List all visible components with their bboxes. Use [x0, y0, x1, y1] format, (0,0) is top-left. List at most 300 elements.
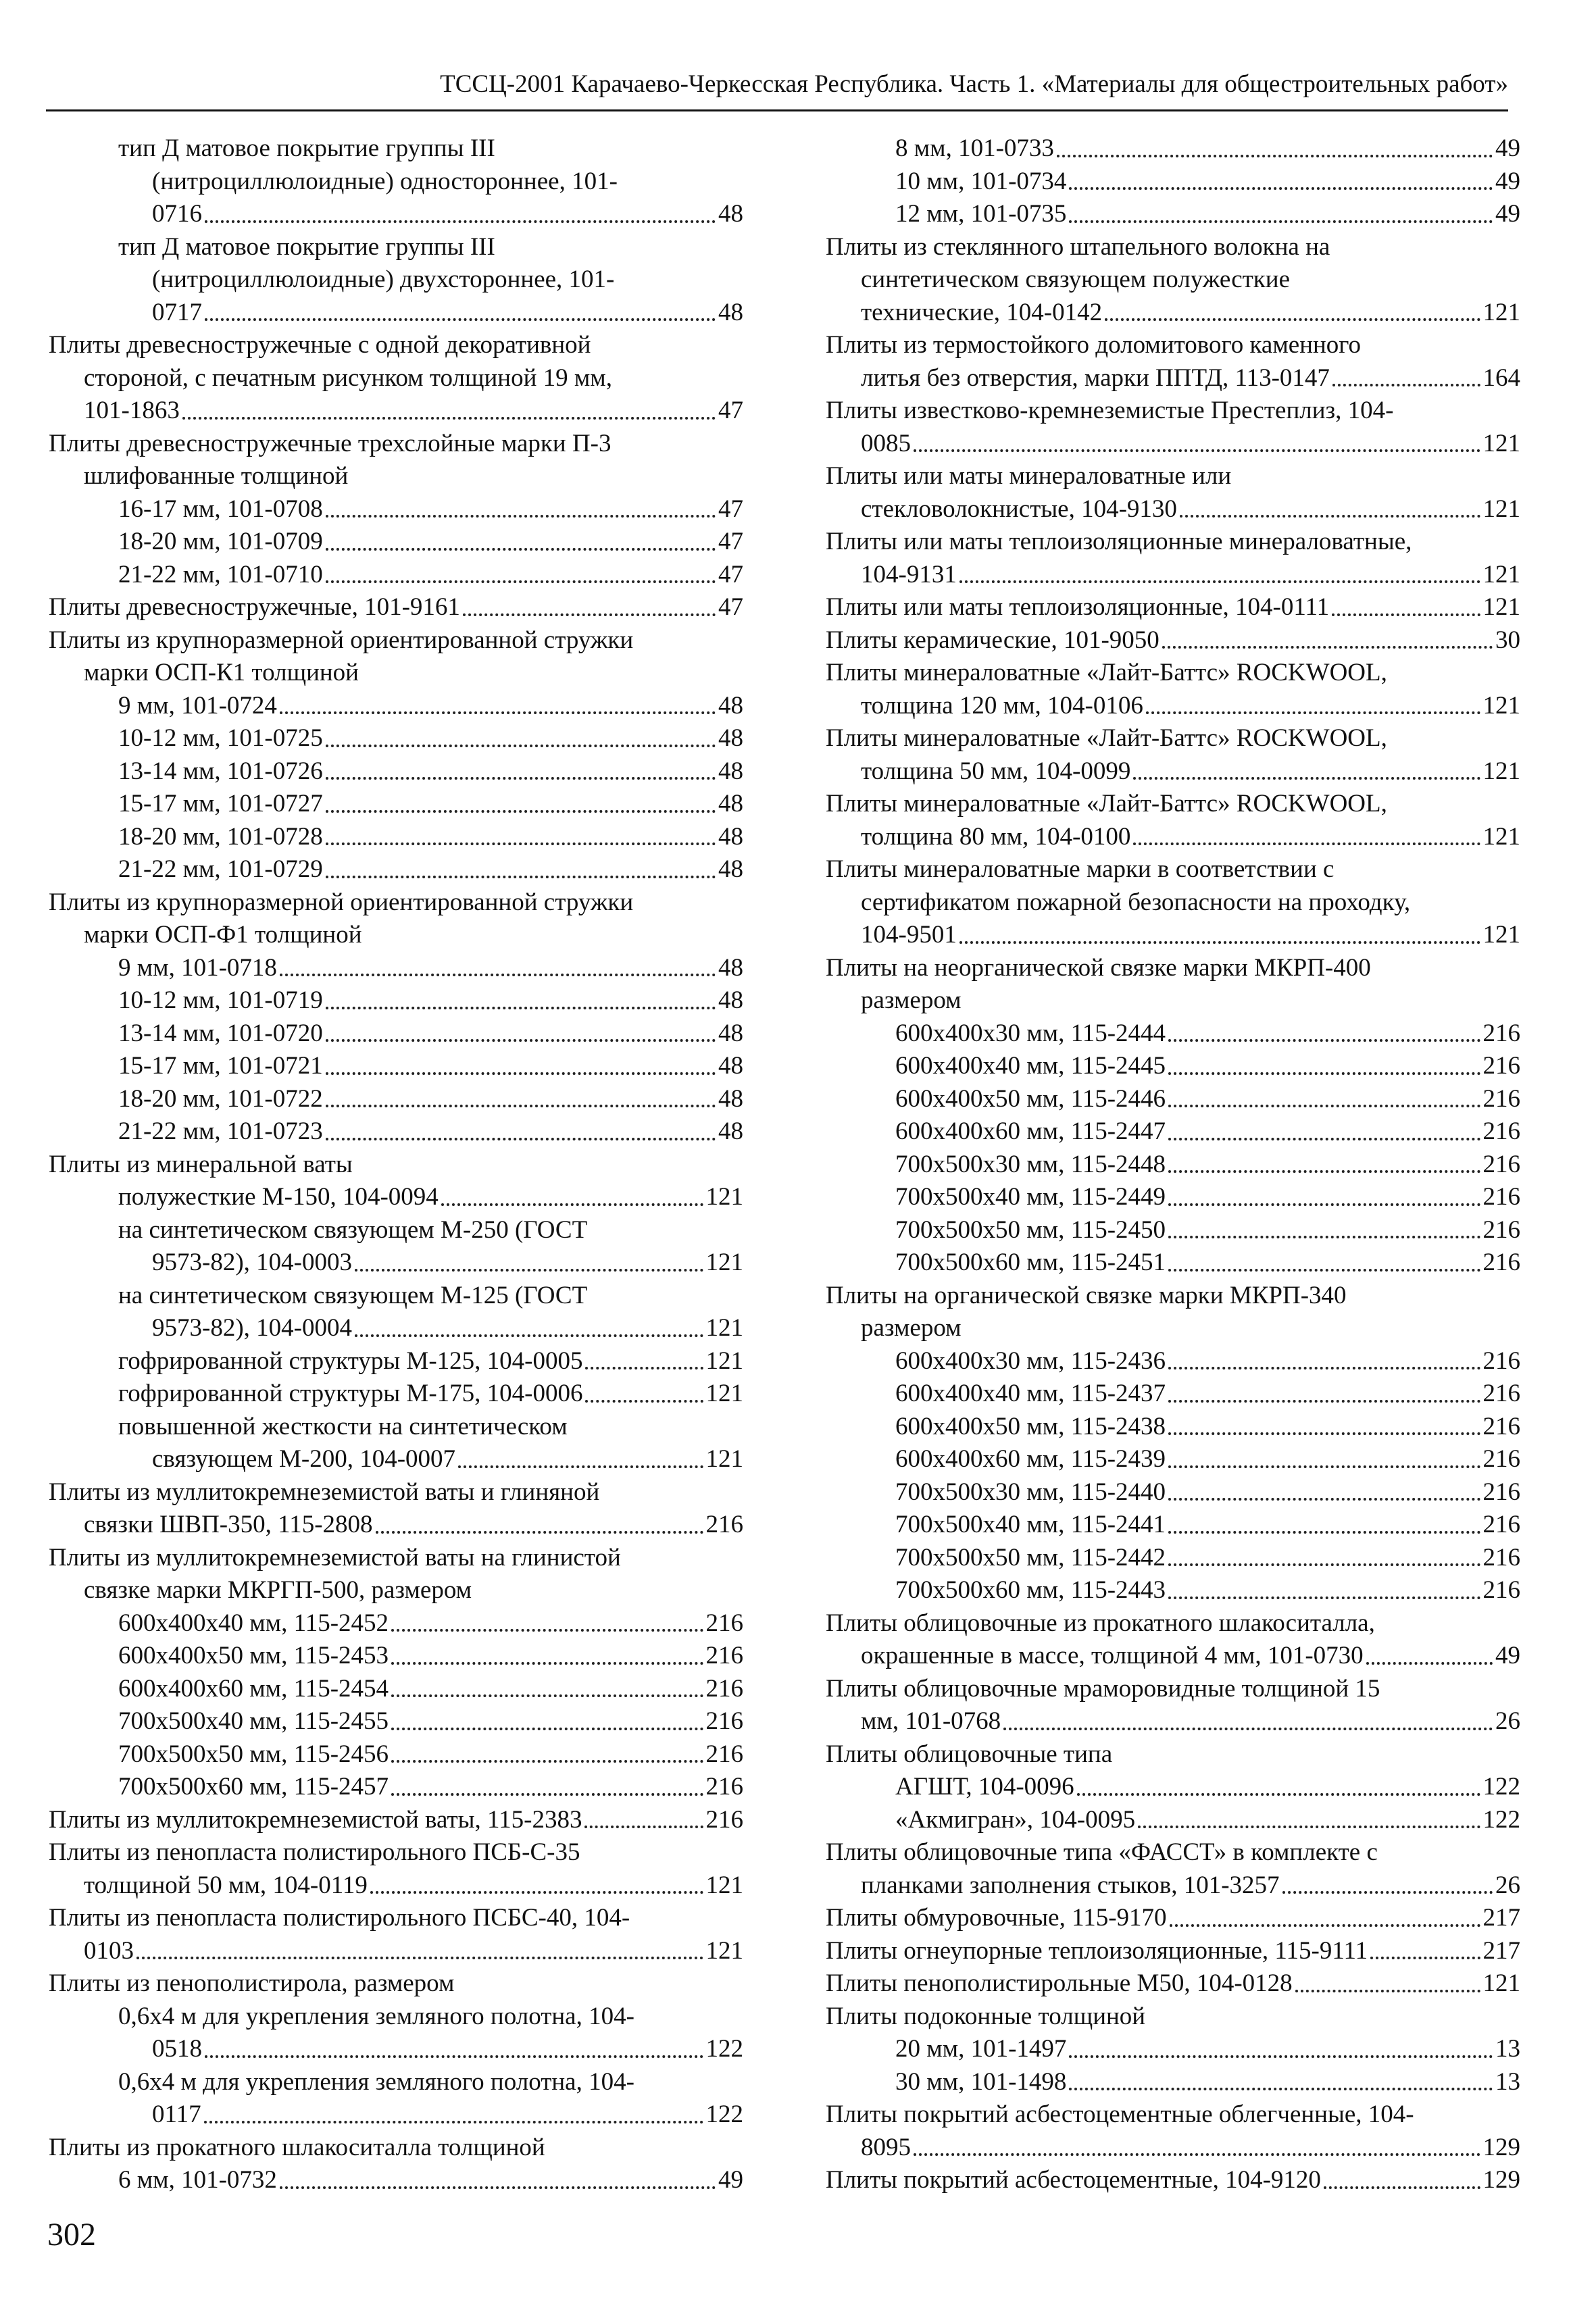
index-entry	[826, 1640, 1520, 1673]
index-entry-page: 216	[1482, 1511, 1520, 1538]
index-entry-page: 121	[705, 1871, 743, 1899]
dot-leader	[1133, 777, 1480, 780]
index-entry-page: 49	[1495, 200, 1520, 228]
index-entry-text: 9573-82), 104-0004	[152, 1314, 352, 1342]
index-entry	[826, 919, 1520, 952]
index-entry-text: тип Д матовое покрытие группы III	[118, 134, 495, 162]
dot-leader	[1069, 2088, 1493, 2090]
index-entry	[826, 2164, 1520, 2197]
index-entry	[49, 1771, 743, 1804]
index-entry	[49, 2132, 743, 2165]
index-entry-page: 48	[718, 1052, 743, 1080]
index-entry-text: толщина 50 мм, 104-0099	[861, 757, 1131, 785]
index-entry-text: на синтетическом связующем М-125 (ГОСТ	[118, 1281, 588, 1309]
index-entry-text: Плиты огнеупорные теплоизоляционные, 115-9111	[826, 1936, 1368, 1965]
index-entry-text: 10 мм, 101-0734	[895, 167, 1067, 195]
index-entry-text: 0103	[84, 1936, 134, 1965]
index-entry	[49, 657, 743, 690]
index-entry-text: Плиты из муллитокремнеземистой ваты, 115-2383	[49, 1805, 582, 1834]
index-entry	[826, 1247, 1520, 1280]
index-entry	[49, 1476, 743, 1509]
index-entry-text: Плиты из муллитокремнеземистой ваты на глинистой	[49, 1543, 621, 1571]
index-entry-page: 48	[718, 1084, 743, 1113]
index-entry-page: 122	[705, 2101, 743, 2128]
index-entry-page: 49	[1495, 134, 1520, 162]
dot-leader	[1138, 1826, 1480, 1828]
index-entry-text: Плиты облицовочные типа	[826, 1740, 1113, 1768]
index-entry	[49, 1050, 743, 1083]
index-entry-page: 216	[1482, 1249, 1520, 1276]
index-entry	[49, 919, 743, 952]
index-entry	[49, 166, 743, 199]
index-entry	[49, 1378, 743, 1411]
index-entry	[826, 166, 1520, 199]
index-entry-text: Плиты из пенопласта полистирольного ПСБ-С-35	[49, 1838, 580, 1866]
index-entry-text: мм, 101-0768	[861, 1707, 1001, 1735]
index-entry	[826, 1181, 1520, 1214]
index-entry-text: планками заполнения стыков, 101-3257	[861, 1871, 1280, 1899]
index-entry-page: 216	[705, 1642, 743, 1669]
index-entry	[826, 297, 1520, 330]
dot-leader	[1168, 1563, 1480, 1566]
index-entry-text: Плиты древесностружечные, 101-9161	[49, 593, 460, 621]
index-entry	[49, 2001, 743, 2034]
index-entry	[826, 1017, 1520, 1051]
index-entry	[826, 362, 1520, 395]
dot-leader	[1168, 1105, 1480, 1107]
index-entry-page: 216	[1482, 1150, 1520, 1178]
dot-leader	[1069, 2055, 1493, 2058]
index-entry-text: 0117	[152, 2101, 201, 2128]
index-entry-text: Плиты из пенопласта полистирольного ПСБС-40, 104-	[49, 1904, 630, 1932]
index-entry-page: 216	[705, 1773, 743, 1801]
index-entry-text: 700x500x40 мм, 115-2455	[118, 1707, 389, 1735]
index-entry	[826, 755, 1520, 788]
dot-leader	[1133, 842, 1480, 845]
index-entry-text: 8095	[861, 2133, 911, 2161]
dot-leader	[1003, 1728, 1493, 1730]
index-column-left	[49, 132, 743, 2197]
page-number: 302	[47, 2217, 96, 2253]
dot-leader	[441, 1203, 703, 1206]
dot-leader	[1168, 1072, 1480, 1075]
index-entry-page: 216	[705, 1609, 743, 1637]
index-entry	[826, 329, 1520, 362]
dot-leader	[326, 580, 716, 583]
index-entry	[826, 1411, 1520, 1444]
index-entry	[826, 722, 1520, 755]
index-entry-text: повышенной жесткости на синтетическом	[118, 1412, 568, 1440]
index-entry	[826, 1509, 1520, 1542]
index-entry	[826, 657, 1520, 690]
index-entry-page: 216	[705, 1511, 743, 1538]
index-entry-text: 10-12 мм, 101-0725	[118, 724, 323, 752]
index-entry-text: Плиты минераловатные «Лайт-Баттс» ROCKWOOL,	[826, 724, 1387, 752]
dot-leader	[1105, 318, 1480, 321]
index-entry-page: 48	[718, 724, 743, 752]
index-entry-text: 21-22 мм, 101-0723	[118, 1117, 323, 1145]
index-entry-page: 216	[1482, 1380, 1520, 1407]
dot-leader	[1168, 1269, 1480, 1272]
index-entry-page: 121	[1482, 1969, 1520, 1997]
index-entry-text: толщина 80 мм, 104-0100	[861, 822, 1131, 851]
index-entry-page: 216	[705, 1674, 743, 1703]
index-entry-text: гофрированной структуры М-125, 104-0005	[118, 1347, 583, 1375]
index-entry-text: марки ОСП-К1 толщиной	[84, 659, 359, 686]
dot-leader	[326, 1138, 716, 1140]
index-entry-text: Плиты минераловатные «Лайт-Баттс» ROCKWOOL,	[826, 659, 1387, 686]
dot-leader	[391, 1760, 703, 1763]
index-entry	[49, 788, 743, 821]
index-entry-text: технические, 104-0142	[861, 298, 1103, 326]
index-entry-text: на синтетическом связующем М-250 (ГОСТ	[118, 1215, 588, 1244]
index-entry	[826, 1771, 1520, 1804]
dot-leader	[205, 318, 716, 321]
index-entry-text: АГШТ, 104-0096	[895, 1773, 1074, 1801]
index-entry-text: Плиты на органической связке марки МКРП-340	[826, 1281, 1347, 1309]
index-entry	[49, 428, 743, 461]
index-entry-page: 216	[1482, 1478, 1520, 1506]
index-entry-text: стекловолокнистые, 104-9130	[861, 495, 1177, 523]
index-entry-page: 121	[705, 1380, 743, 1407]
dot-leader	[959, 580, 1480, 583]
dot-leader	[355, 1269, 703, 1272]
index-entry	[49, 1411, 743, 1444]
index-entry	[49, 1673, 743, 1706]
index-entry-page: 216	[705, 1707, 743, 1735]
index-entry-text: 18-20 мм, 101-0722	[118, 1084, 323, 1113]
index-entry-text: Плиты подоконные толщиной	[826, 2002, 1146, 2030]
index-entry-page: 121	[1482, 560, 1520, 588]
index-entry	[49, 1214, 743, 1247]
index-entry-text: связующем М-200, 104-0007	[152, 1445, 456, 1473]
index-entry-page: 121	[1482, 429, 1520, 457]
index-entry-text: Плиты или маты теплоизоляционные минераловатные,	[826, 528, 1412, 555]
index-entry-page: 48	[718, 986, 743, 1014]
index-entry-text: 0085	[861, 429, 911, 457]
index-entry-text: литья без отверстия, марки ППТД, 113-0147	[861, 363, 1330, 392]
index-entry-page: 48	[718, 298, 743, 326]
index-entry-text: Плиты облицовочные типа «ФАССТ» в комплекте с	[826, 1838, 1378, 1866]
index-entry-page: 217	[1482, 1936, 1520, 1965]
index-entry-text: связки ШВП-350, 115-2808	[84, 1511, 373, 1538]
dot-leader	[1168, 1400, 1480, 1403]
index-entry-page: 13	[1495, 2035, 1520, 2063]
index-entry-text: 700x500x50 мм, 115-2450	[895, 1215, 1166, 1244]
index-entry-page: 30	[1495, 626, 1520, 654]
index-entry	[826, 428, 1520, 461]
index-entry	[49, 722, 743, 755]
index-entry	[826, 886, 1520, 920]
index-entry-text: 600x400x50 мм, 115-2446	[895, 1084, 1166, 1113]
index-entry	[49, 1607, 743, 1640]
index-entry-text: Плиты из минеральной ваты	[49, 1150, 353, 1178]
index-entry-page: 216	[1482, 1347, 1520, 1375]
index-entry	[826, 1050, 1520, 1083]
index-entry-text: стороной, с печатным рисунком толщиной 19 мм,	[84, 363, 612, 392]
index-entry-text: Плиты или маты теплоизоляционные, 104-0111	[826, 593, 1330, 621]
index-entry	[826, 1312, 1520, 1345]
dot-leader	[584, 1826, 703, 1828]
index-entry-text: 600x400x50 мм, 115-2453	[118, 1642, 389, 1669]
dot-leader	[1168, 1203, 1480, 1206]
index-entry	[826, 2066, 1520, 2099]
index-entry-text: Плиты минераловатные марки в соответствии с	[826, 855, 1335, 883]
index-entry	[49, 1509, 743, 1542]
dot-leader	[1332, 613, 1480, 616]
dot-leader	[370, 1891, 703, 1894]
dot-leader	[914, 449, 1480, 452]
index-entry	[49, 690, 743, 723]
dot-leader	[1366, 1662, 1493, 1665]
dot-leader	[326, 1105, 716, 1107]
index-entry-text: Плиты из стеклянного штапельного волокна на	[826, 232, 1330, 261]
index-entry-text: 18-20 мм, 101-0709	[118, 528, 323, 555]
index-entry-text: полужесткие М-150, 104-0094	[118, 1183, 439, 1211]
index-entry	[49, 2164, 743, 2197]
dot-leader	[326, 1072, 716, 1075]
index-entry	[49, 1705, 743, 1738]
index-entry-text: 600x400x40 мм, 115-2452	[118, 1609, 389, 1637]
index-entry	[826, 624, 1520, 657]
index-entry	[826, 2001, 1520, 2034]
index-entry-text: 104-9501	[861, 921, 957, 949]
index-entry	[826, 1214, 1520, 1247]
index-entry	[826, 1542, 1520, 1575]
index-entry-page: 216	[1482, 1412, 1520, 1440]
dot-leader	[326, 515, 716, 518]
index-entry	[49, 1443, 743, 1476]
index-entry-text: Плиты из муллитокремнеземистой ваты и глиняной	[49, 1478, 600, 1506]
index-entry-text: синтетическом связующем полужесткие	[861, 266, 1290, 293]
index-entry	[49, 526, 743, 559]
index-entry	[49, 984, 743, 1017]
index-entry-text: 700x500x50 мм, 115-2456	[118, 1740, 389, 1768]
index-entry-page: 49	[1495, 1642, 1520, 1669]
dot-leader	[1324, 2186, 1480, 2189]
dot-leader	[280, 2186, 716, 2189]
index-entry	[49, 1836, 743, 1869]
index-entry-page: 47	[718, 495, 743, 523]
index-entry	[49, 1804, 743, 1837]
index-entry-page: 216	[1482, 1052, 1520, 1080]
index-entry-page: 49	[1495, 167, 1520, 195]
index-entry-text: Плиты из пенополистирола, размером	[49, 1969, 455, 1997]
index-entry-page: 121	[705, 1347, 743, 1375]
dot-leader	[326, 810, 716, 813]
dot-leader	[1168, 1465, 1480, 1468]
index-entry-text: 20 мм, 101-1497	[895, 2035, 1067, 2063]
index-entry-text: 700x500x30 мм, 115-2448	[895, 1150, 1166, 1178]
index-entry	[826, 1902, 1520, 1935]
index-entry	[826, 1115, 1520, 1149]
dot-leader	[1168, 1170, 1480, 1173]
dot-leader	[1170, 1924, 1480, 1927]
index-entry	[49, 1345, 743, 1378]
index-entry	[826, 198, 1520, 231]
index-entry-text: 600x400x40 мм, 115-2445	[895, 1052, 1166, 1080]
index-entry	[49, 297, 743, 330]
index-entry-page: 216	[1482, 1576, 1520, 1604]
dot-leader	[1168, 1432, 1480, 1435]
index-entry	[49, 1574, 743, 1607]
index-entry-text: 10-12 мм, 101-0719	[118, 986, 323, 1014]
index-entry	[49, 1280, 743, 1313]
index-entry-page: 216	[1482, 1084, 1520, 1113]
index-entry-text: 15-17 мм, 101-0721	[118, 1052, 323, 1080]
index-entry-text: размером	[861, 986, 962, 1014]
index-entry-page: 48	[718, 691, 743, 720]
index-entry	[826, 1738, 1520, 1771]
index-entry-page: 48	[718, 953, 743, 982]
header-title: ТССЦ-2001 Карачаево-Черкесская Республика. Часть 1. «Материалы для общестроительных работ»	[440, 70, 1508, 98]
index-entry	[826, 559, 1520, 592]
index-entry-page: 47	[718, 397, 743, 424]
index-entry-text: 12 мм, 101-0735	[895, 200, 1067, 228]
dot-leader	[1168, 1039, 1480, 1042]
dot-leader	[391, 1662, 703, 1665]
index-entry-page: 164	[1482, 363, 1520, 392]
index-entry-text: связке марки МКРГП-500, размером	[84, 1576, 472, 1604]
index-entry-text: 8 мм, 101-0733	[895, 134, 1054, 162]
index-entry-text: 700x500x40 мм, 115-2441	[895, 1511, 1166, 1538]
index-entry-text: Плиты или маты минераловатные или	[826, 462, 1232, 490]
index-entry	[49, 952, 743, 985]
index-entry	[49, 2066, 743, 2099]
index-entry	[49, 1542, 743, 1575]
index-entry-text: 15-17 мм, 101-0727	[118, 790, 323, 818]
index-entry-text: 700x500x40 мм, 115-2449	[895, 1183, 1166, 1211]
dot-leader	[204, 2121, 703, 2123]
index-entry-page: 216	[1482, 1019, 1520, 1047]
index-entry	[49, 362, 743, 395]
index-entry-page: 217	[1482, 1904, 1520, 1932]
dot-leader	[458, 1465, 703, 1468]
dot-leader	[391, 1728, 703, 1730]
dot-leader	[182, 417, 716, 420]
index-entry-text: 700x500x30 мм, 115-2440	[895, 1478, 1166, 1506]
index-entry-page: 48	[718, 1019, 743, 1047]
index-entry	[49, 395, 743, 428]
index-entry-text: толщина 120 мм, 104-0106	[861, 691, 1143, 720]
dot-leader	[959, 941, 1480, 944]
index-entry-text: 0,6х4 м для укрепления земляного полотна, 104-	[118, 2002, 634, 2030]
index-entry-page: 121	[705, 1314, 743, 1342]
index-entry	[826, 1574, 1520, 1607]
index-entry	[49, 198, 743, 231]
index-entry	[49, 1312, 743, 1345]
index-entry	[826, 788, 1520, 821]
index-entry	[826, 493, 1520, 526]
index-entry	[49, 1017, 743, 1051]
index-entry-page: 26	[1495, 1707, 1520, 1735]
dot-leader	[1168, 1596, 1480, 1599]
index-entry-text: Плиты на неорганической связке марки МКРП-400	[826, 953, 1371, 982]
index-entry	[826, 1607, 1520, 1640]
index-entry-text: 18-20 мм, 101-0728	[118, 822, 323, 851]
index-entry-text: Плиты обмуровочные, 115-9170	[826, 1904, 1167, 1932]
index-entry-text: тип Д матовое покрытие группы III	[118, 232, 495, 261]
index-entry-text: 600x400x60 мм, 115-2447	[895, 1117, 1166, 1145]
dot-leader	[1168, 1531, 1480, 1534]
index-entry-text: 700x500x60 мм, 115-2443	[895, 1576, 1166, 1604]
index-entry-page: 216	[1482, 1183, 1520, 1211]
index-entry-page: 216	[1482, 1117, 1520, 1145]
index-entry	[826, 1476, 1520, 1509]
index-entry-text: окрашенные в массе, толщиной 4 мм, 101-0730	[861, 1642, 1364, 1669]
dot-leader	[1168, 1367, 1480, 1369]
dot-leader	[326, 777, 716, 780]
index-entry	[826, 1935, 1520, 1968]
index-entry-text: марки ОСП-Ф1 толщиной	[84, 921, 362, 949]
index-entry	[826, 2132, 1520, 2165]
dot-leader	[914, 2153, 1480, 2156]
index-entry	[826, 395, 1520, 428]
dot-leader	[463, 613, 716, 616]
index-entry-page: 216	[1482, 1445, 1520, 1473]
index-entry-page: 121	[1482, 495, 1520, 523]
index-entry	[826, 1836, 1520, 1869]
index-entry	[826, 231, 1520, 264]
index-entry	[826, 1804, 1520, 1837]
index-entry	[826, 526, 1520, 559]
index-entry-page: 48	[718, 790, 743, 818]
index-entry	[826, 1280, 1520, 1313]
index-entry	[49, 329, 743, 362]
index-entry-text: 13-14 мм, 101-0720	[118, 1019, 323, 1047]
index-entry	[826, 821, 1520, 854]
index-entry-text: Плиты древесностружечные с одной декоративной	[49, 331, 591, 359]
dot-leader	[376, 1531, 703, 1534]
index-entry-page: 122	[1482, 1773, 1520, 1801]
index-entry-page: 121	[705, 1445, 743, 1473]
index-entry	[826, 2098, 1520, 2132]
dot-leader	[136, 1957, 703, 1959]
index-entry-text: 600x400x30 мм, 115-2444	[895, 1019, 1166, 1047]
index-entry	[826, 591, 1520, 624]
dot-leader	[1282, 1891, 1493, 1894]
dot-leader	[326, 842, 716, 845]
index-entry	[826, 132, 1520, 166]
index-entry-text: «Акмигран», 104-0095	[895, 1805, 1136, 1834]
index-entry-text: 600x400x50 мм, 115-2438	[895, 1412, 1166, 1440]
dot-leader	[585, 1400, 703, 1403]
index-entry	[826, 853, 1520, 886]
dot-leader	[1077, 1793, 1480, 1796]
index-entry-text: гофрированной структуры М-175, 104-0006	[118, 1380, 583, 1407]
index-entry	[49, 886, 743, 920]
index-entry-text: Плиты покрытий асбестоцементные, 104-9120	[826, 2166, 1321, 2194]
index-entry	[49, 821, 743, 854]
index-entry-text: размером	[861, 1314, 962, 1342]
index-entry-text: Плиты керамические, 101-9050	[826, 626, 1159, 654]
dot-leader	[1295, 1990, 1480, 1992]
index-entry-text: Плиты минераловатные «Лайт-Баттс» ROCKWOOL,	[826, 790, 1387, 818]
index-entry-page: 216	[1482, 1543, 1520, 1571]
index-entry-page: 49	[718, 2166, 743, 2194]
index-entry	[49, 1083, 743, 1116]
index-entry-text: 600x400x60 мм, 115-2439	[895, 1445, 1166, 1473]
index-entry-page: 121	[705, 1249, 743, 1276]
dot-leader	[326, 1039, 716, 1042]
index-entry-page: 129	[1482, 2166, 1520, 2194]
index-entry-text: 16-17 мм, 101-0708	[118, 495, 323, 523]
running-header	[46, 68, 1508, 111]
dot-leader	[326, 745, 716, 747]
index-entry	[49, 1935, 743, 1968]
index-entry-text: 600x400x60 мм, 115-2454	[118, 1674, 389, 1703]
index-entry-page: 48	[718, 1117, 743, 1145]
